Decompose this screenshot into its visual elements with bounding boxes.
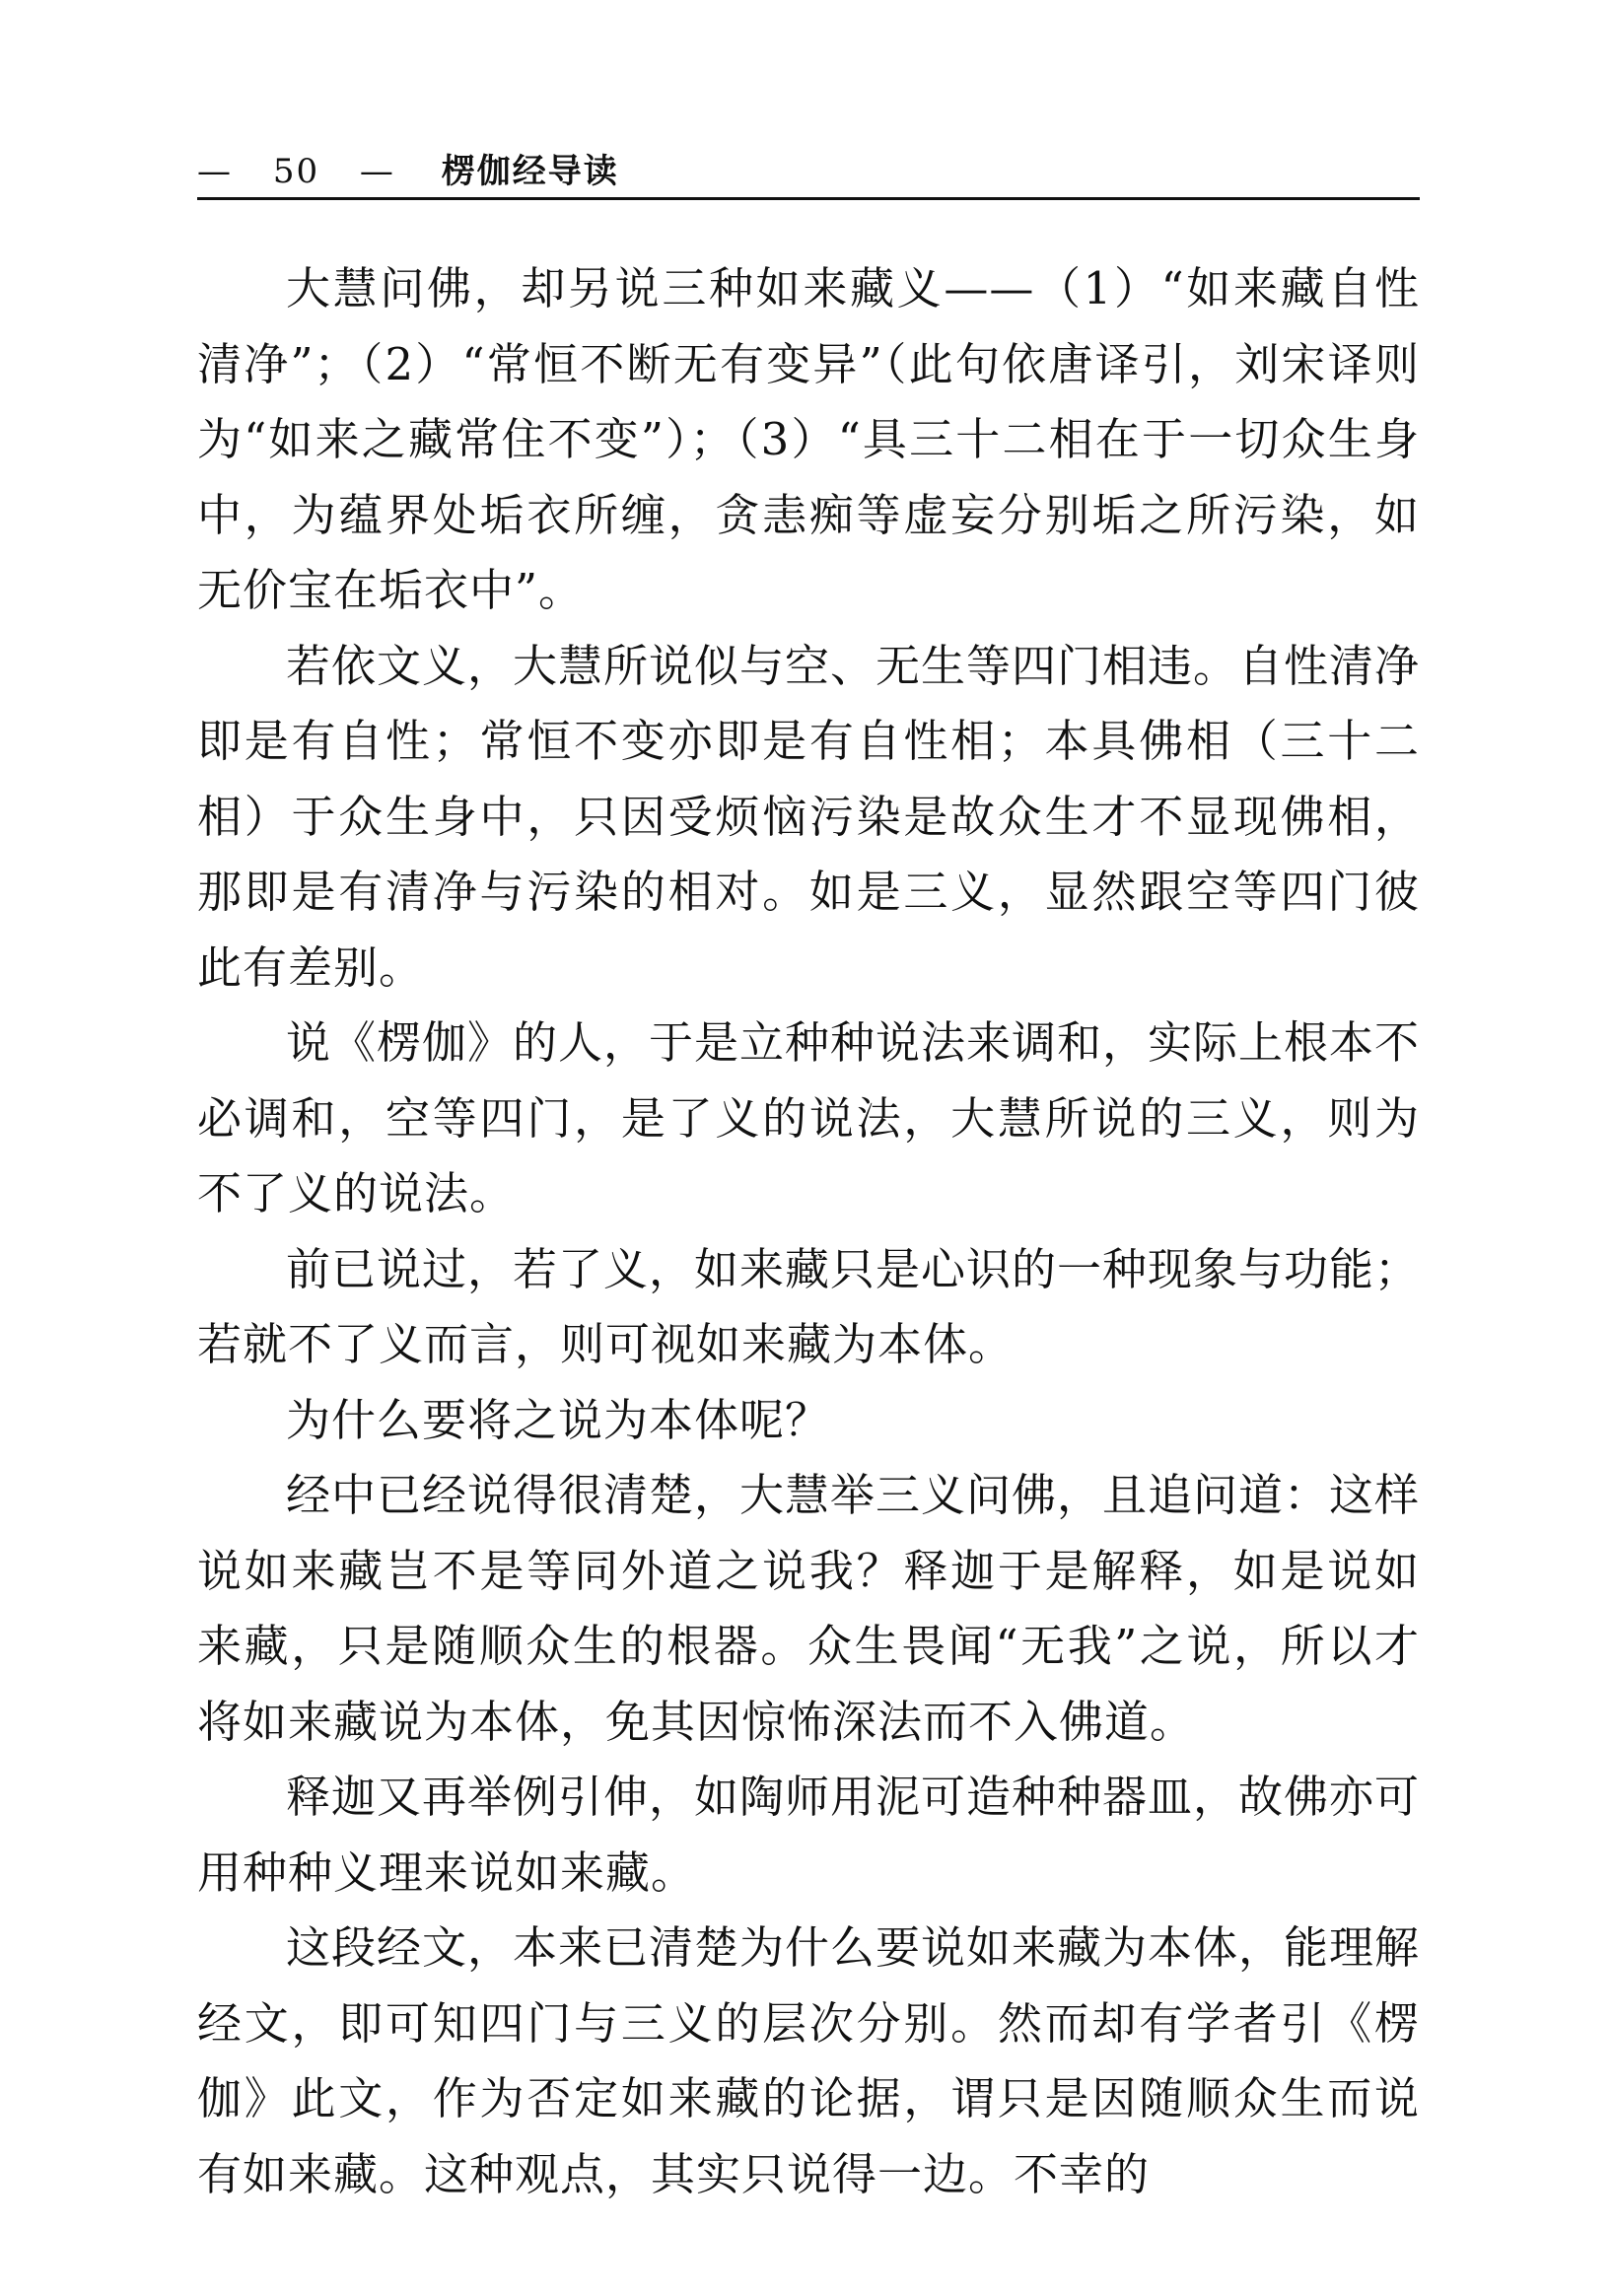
paragraph: 释迦又再举例引伸，如陶师用泥可造种种器皿，故佛亦可用种种义理来说如来藏。	[197, 1771, 1421, 1899]
header-dash-left: —	[197, 152, 233, 191]
page-body	[197, 251, 1420, 2212]
paragraph: 说《楞伽》的人，于是立种种说法来调和，实际上根本不必调和，空等四门，是了义的说法，大慧所说的三义，则为不了义的说法。	[197, 1016, 1421, 1219]
book-title: 楞伽经导读	[441, 152, 619, 191]
page-number: 50	[272, 152, 320, 191]
header-rule	[197, 197, 1420, 200]
paragraph: 前已说过，若了义，如来藏只是心识的一种现象与功能；若就不了义而言，则可视如来藏为本体。	[197, 1242, 1421, 1370]
paragraph: 大慧问佛，却另说三种如来藏义——（1）“如来藏自性清净”；（2）“常恒不断无有变异”（此句依唐译引，刘宋译则为“如来之藏常住不变”）；（3）“具三十二相在于一切众生身中，为蕴界处垢衣所缠，贪恚痴等虚妄分别垢之所污染，如无价宝在垢衣中”。	[197, 262, 1420, 616]
paragraph: 经中已经说得很清楚，大慧举三义问佛，且追问道：这样说如来藏岂不是等同外道之说我？释迦于是解释，如是说如来藏，只是随顺众生的根器。众生畏闻“无我”之说，所以才将如来藏说为本体，免其因惊怖深法而不入佛道。	[197, 1469, 1421, 1748]
paragraph: 为什么要将之说为本体呢？	[286, 1393, 831, 1446]
paragraph: 这段经文，本来已清楚为什么要说如来藏为本体，能理解经文，即可知四门与三义的层次分别。然而却有学者引《楞伽》此文，作为否定如来藏的论据，谓只是因随顺众生而说有如来藏。这种观点，其实只说得一边。不幸的	[197, 1921, 1421, 2200]
paragraph: 若依文义，大慧所说似与空、无生等四门相违。自性清净即是有自性；常恒不变亦即是有自性相；本具佛相（三十二相）于众生身中，只因受烦恼污染是故众生才不显现佛相，那即是有清净与污染的相对。如是三义，显然跟空等四门彼此有差别。	[197, 639, 1421, 994]
running-header	[197, 148, 1420, 195]
header-dash-right: —	[359, 152, 395, 191]
